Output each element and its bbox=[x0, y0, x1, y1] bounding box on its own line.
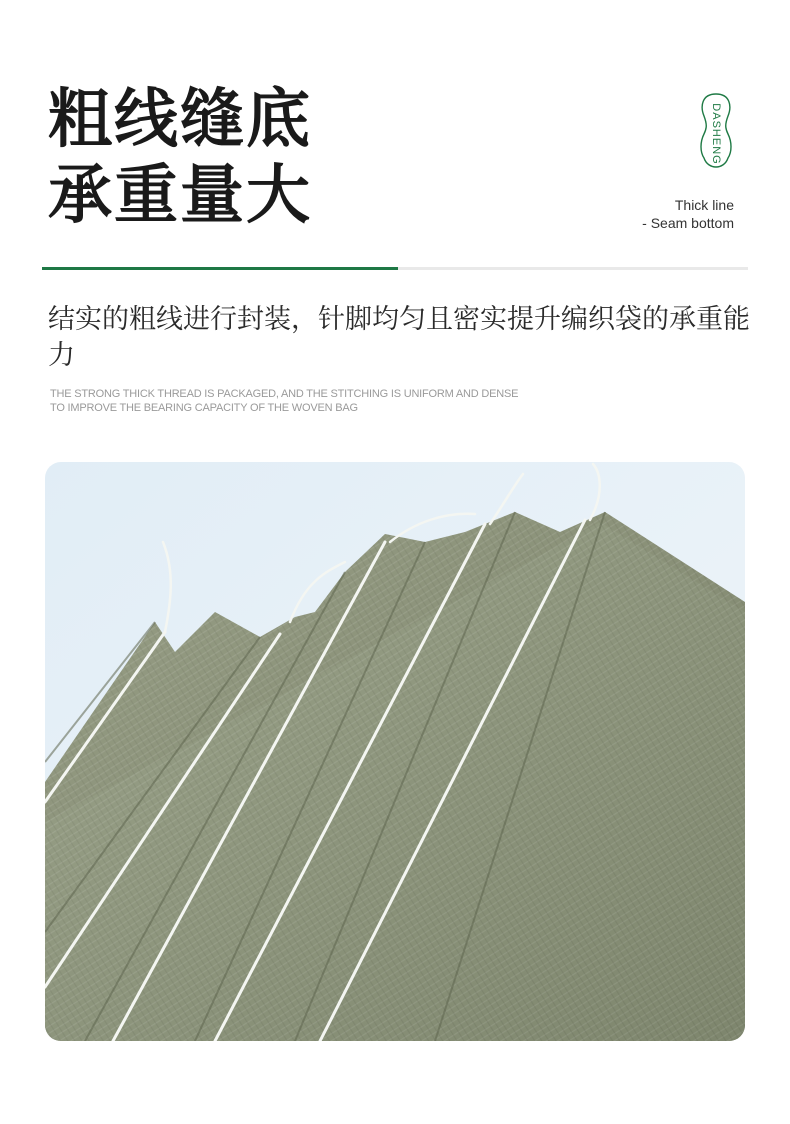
brand-logo-text: DASHENG bbox=[710, 103, 722, 165]
description-english-line-2: TO IMPROVE THE BEARING CAPACITY OF THE WOVEN BAG bbox=[50, 402, 358, 414]
section-divider-accent bbox=[42, 267, 398, 270]
description-chinese: 结实的粗线进行封装，针脚均匀且密实提升编织袋的承重能力 bbox=[48, 304, 750, 371]
page-title bbox=[48, 82, 312, 234]
section-divider bbox=[42, 267, 748, 270]
product-photo bbox=[45, 462, 745, 1041]
caption-line-1: Thick line bbox=[674, 197, 734, 213]
woven-bags-illustration bbox=[45, 462, 745, 1041]
title-line-1: 粗线缝底 bbox=[48, 83, 312, 157]
description-english bbox=[50, 387, 610, 415]
brand-logo bbox=[698, 92, 734, 176]
caption-line-2: - Seam bottom bbox=[642, 215, 734, 231]
description-english-line-1: THE STRONG THICK THREAD IS PACKAGED, AND THE STITCHING IS UNIFORM AND DENSE bbox=[50, 388, 519, 400]
english-caption bbox=[642, 196, 734, 232]
title-line-2: 承重量大 bbox=[48, 159, 312, 233]
